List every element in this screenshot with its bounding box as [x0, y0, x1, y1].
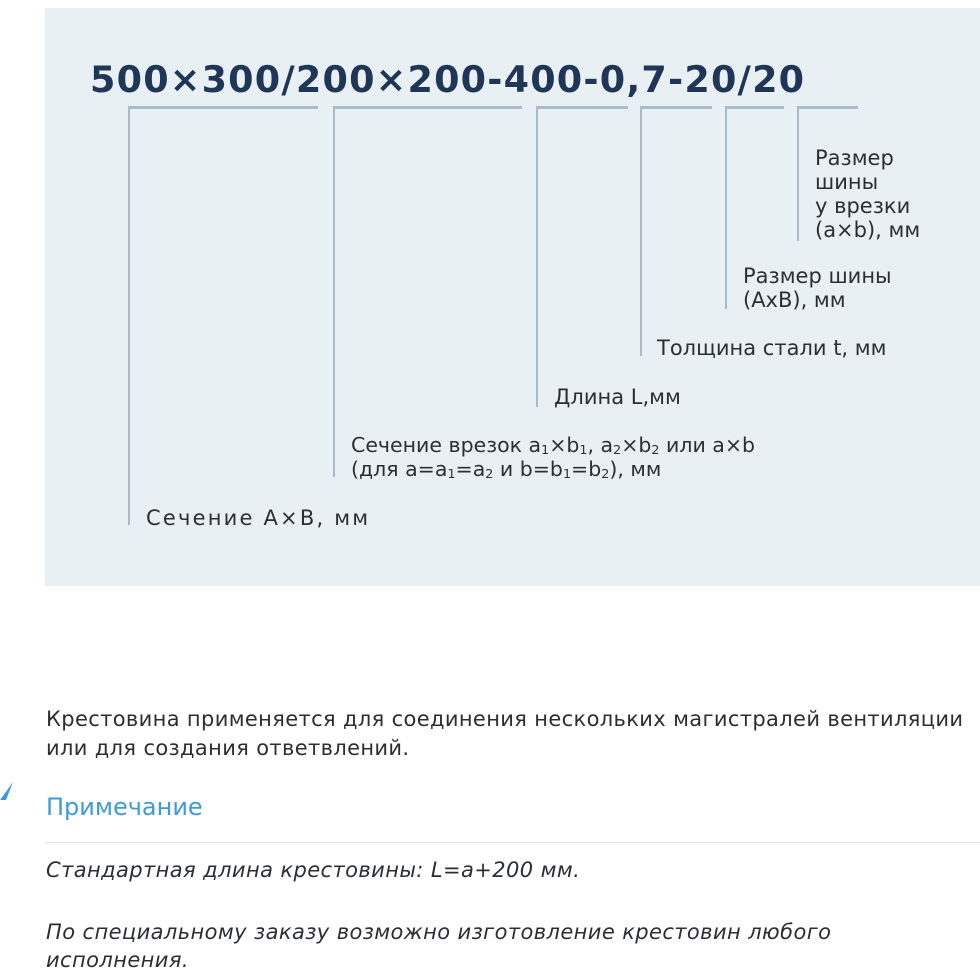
product-code: 500×300/200×200-400-0,7-20/20 — [90, 58, 806, 101]
leader-line-thickness — [640, 109, 642, 356]
leader-line-section — [128, 109, 130, 525]
label-branch-section — [351, 433, 755, 481]
note-title: Примечание — [46, 793, 203, 821]
edge-arrow-icon — [0, 780, 14, 804]
segment-underline-thickness — [640, 106, 712, 109]
segment-underline-length — [536, 106, 628, 109]
label-branch-section-line1: Сечение врезок $a_1\times b_1$, $a_2\times b_2$ или a×b — [351, 433, 756, 457]
note-item-special-order: По специальному заказу возможно изготовление крестовин любого исполнения. — [46, 920, 832, 972]
label-section: Сечение А×В, мм — [146, 506, 371, 530]
label-branch-bus-size: Размер шины у врезки (a×b), мм — [815, 146, 921, 242]
leader-line-length — [536, 109, 538, 407]
segment-underline-branch-section — [333, 106, 522, 109]
label-thickness: Толщина стали t, мм — [657, 336, 887, 360]
segment-underline-bus-size — [725, 106, 784, 109]
description-text: Крестовина применяется для соединения нескольких магистралей вентиляции или для создания ответвлений. — [46, 707, 964, 760]
segment-underline-branch-bus-size — [797, 106, 858, 109]
label-bus-size: Размер шины (АхВ), мм — [743, 264, 892, 312]
label-length: Длина L,мм — [554, 385, 681, 409]
leader-line-branch-bus-size — [797, 109, 799, 241]
note-divider — [46, 842, 980, 843]
leader-line-bus-size — [725, 109, 727, 309]
note-item-standard-length: Стандартная длина крестовины: L=a+200 мм. — [46, 858, 581, 882]
segment-underline-section — [128, 106, 318, 109]
leader-line-branch-section — [333, 109, 335, 477]
label-branch-section-line2: (для $a=a_1=a_2$ и $b=b_1=b_2$), мм — [351, 457, 662, 481]
